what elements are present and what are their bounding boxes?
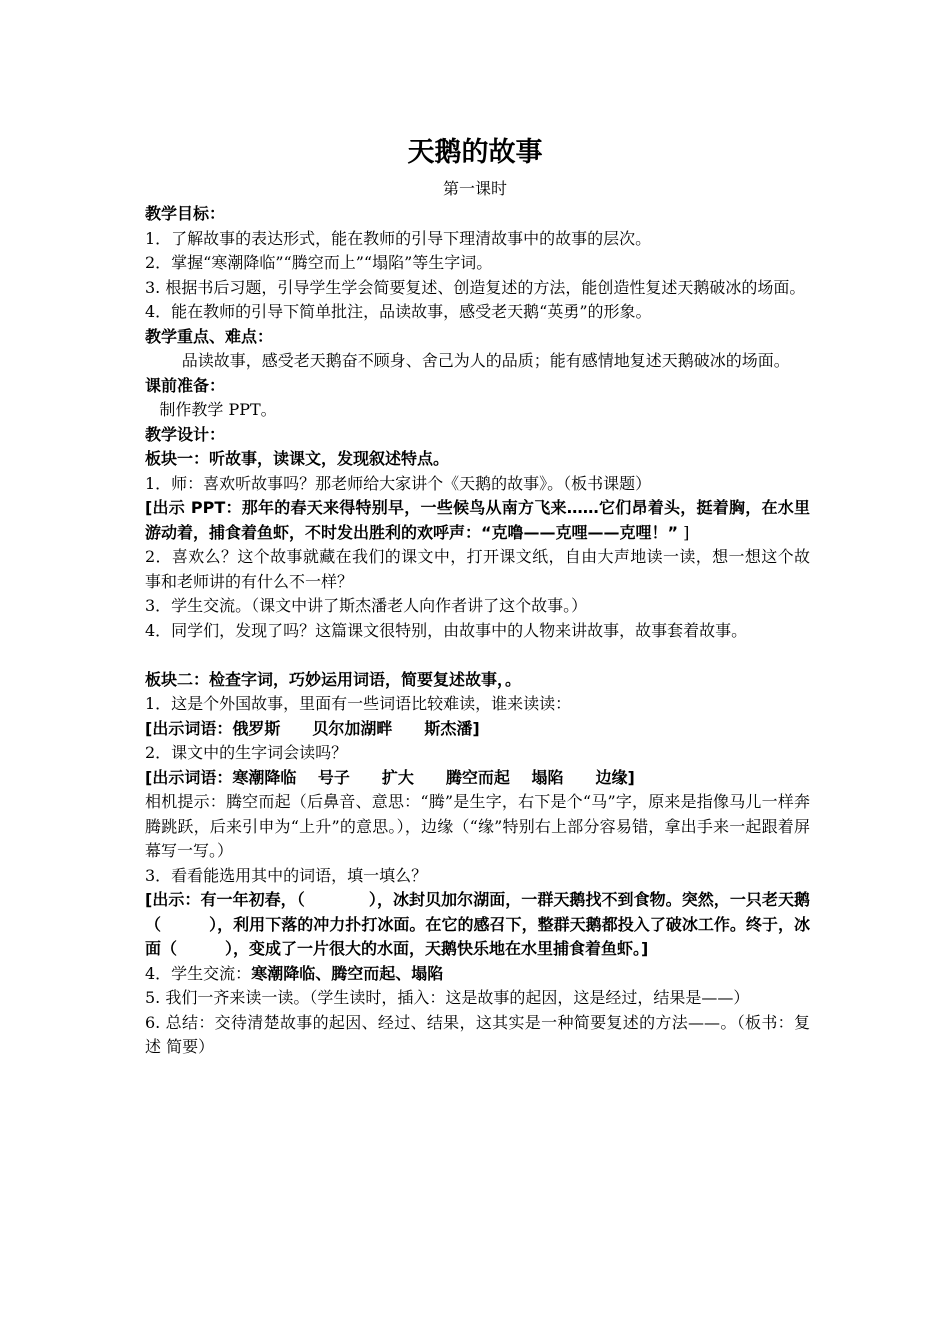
page-subtitle: 第一课时 — [442, 179, 507, 198]
keypoints-text: 品读故事，感受老天鹅奋不顾身、舍己为人的品质；能有感情地复述天鹅破冰的场面。 — [181, 351, 790, 370]
goal-item-2: 2．掌握“寒潮降临”“腾空而上”“塌陷”等生字词。 — [145, 253, 493, 272]
block2-hint: 相机提示：腾空而起（后鼻音、意思：“腾”是生字，右下是个“马”字，原来是指像马儿一样奔腾跳跃，后来引申为“上升”的意思。），边缘（“缘”特别右上部分容易错，拿出手来一起跟着屏幕写一写。） — [145, 792, 810, 860]
design-heading: 教学设计： — [145, 424, 226, 444]
block1-ppt-end: ] — [678, 522, 690, 542]
block1-heading: 板块一：听故事，读课文，发现叙述特点。 — [145, 449, 450, 468]
block1-step-4: 4．同学们，发现了吗？这篇课文很特别，由故事中的人物来讲故事，故事套着故事。 — [145, 620, 748, 640]
block2-words-2: [出示词语：寒潮降临 号子 扩大 腾空而起 塌陷 边缘] — [145, 767, 635, 787]
prep-heading: 课前准备： — [145, 375, 226, 395]
block2-step-6: 6. 总结：交待清楚故事的起因、经过、结果，这其实是一种简要复述的方法——。（板书：复述 简要） — [145, 1012, 810, 1056]
block1-step-1: 1．师：喜欢听故事吗？那老师给大家讲个《天鹅的故事》。（板书课题） — [145, 473, 652, 493]
page-title: 天鹅的故事 — [407, 137, 543, 168]
block2-step-4-prefix: 4．学生交流： — [145, 963, 252, 983]
block2-step-2: 2．课文中的生字词会读吗？ — [145, 743, 348, 762]
block1-ppt — [145, 496, 810, 545]
goal-item-4: 4．能在教师的引导下简单批注，品读故事，感受老天鹅“英勇”的形象。 — [145, 302, 652, 321]
block2-words-1: [出示词语：俄罗斯 贝尔加湖畔 斯杰潘] — [145, 718, 480, 738]
goal-item-1: 1．了解故事的表达形式，能在教师的引导下理清故事中的故事的层次。 — [145, 228, 652, 248]
blank-line — [145, 643, 810, 668]
block1-step-3: 3．学生交流。（课文中讲了斯杰潘老人向作者讲了这个故事。） — [145, 596, 588, 615]
block2-fill-exercise: [出示：有一年初春，（ ），冰封贝加尔湖面，一群天鹅找不到食物。突然，一只老天鹅（ ），利用下落的冲力扑打冰面。在它的感召下，整群天鹅都投入了破冰工作。终于，冰面（ ），变成了一片很大的水面，天鹅快乐地在水里捕食着鱼虾。] — [145, 890, 810, 958]
block2-heading: 板块二：检查字词，巧妙运用词语，简要复述故事，。 — [145, 669, 522, 689]
keypoints-heading: 教学重点、难点： — [145, 326, 274, 346]
block2-step-4-answer: 寒潮降临、腾空而起、塌陷 — [251, 963, 444, 983]
document-body — [145, 202, 810, 1060]
block2-step-1: 1．这是个外国故事，里面有一些词语比较难读，谁来读读： — [145, 694, 572, 713]
block1-step-2: 2．喜欢么？这个故事就藏在我们的课文中，打开课文纸，自由大声地读一读，想一想这个故事和老师讲的有什么不一样？ — [145, 547, 810, 591]
block1-ppt-text: [出示 PPT：那年的春天来得特别早，一些候鸟从南方飞来……它们昂着头，挺着胸，在水里游动着，捕食着鱼虾，不时发出胜利的欢呼声：“克噜——克哩——克哩！” — [145, 498, 810, 542]
block2-step-4 — [145, 962, 810, 987]
goals-heading: 教学目标： — [145, 204, 226, 223]
block2-step-5: 5. 我们一齐来读一读。（学生读时，插入：这是故事的起因，这是经过，结果是——） — [145, 988, 750, 1007]
goal-item-3: 3. 根据书后习题，引导学生学会简要复述、创造复述的方法，能创造性复述天鹅破冰的场面。 — [145, 277, 806, 297]
block2-step-3: 3．看看能选用其中的词语，填一填么？ — [145, 865, 428, 885]
prep-text: 制作教学 PPT。 — [159, 400, 277, 419]
